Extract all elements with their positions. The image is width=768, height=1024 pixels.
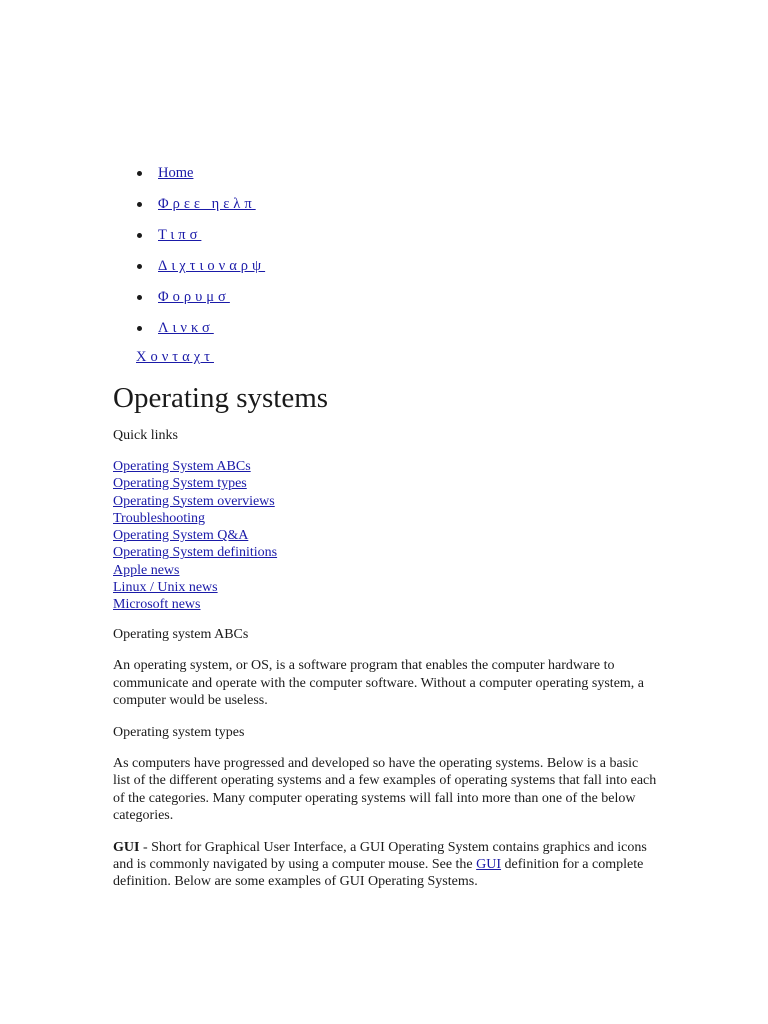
nav-list xyxy=(113,158,265,344)
paragraph-abcs: An operating system, or OS, is a software program that enables the computer hardware to communicate and operate with the computer software. Without a computer operating system, a computer would be useless. xyxy=(113,658,645,709)
quick-links-label: Quick links xyxy=(113,428,178,443)
gui-text-1: - Short for Graphical User Interface, a GUI Operating System contains graphics and icons and is commonly navigated by using a computer mouse. See the xyxy=(113,839,647,873)
nav-link-links[interactable]: Λινκσ xyxy=(158,320,214,336)
quick-link-os-overviews[interactable]: Operating System overviews xyxy=(113,493,275,509)
gui-text-2: definition for a complete definition. Below are some examples of GUI Operating Systems. xyxy=(113,857,644,890)
nav-item-forums xyxy=(113,282,265,313)
quick-link-os-qa[interactable]: Operating System Q&A xyxy=(113,528,249,544)
section-heading-abcs: Operating system ABCs xyxy=(113,627,249,642)
nav-link-home[interactable]: Home xyxy=(158,165,194,181)
gui-definition-link[interactable]: GUI xyxy=(476,857,502,873)
paragraph-gui xyxy=(113,839,658,891)
section-heading-types: Operating system types xyxy=(113,724,245,740)
nav-item-tips xyxy=(113,220,265,251)
article-body xyxy=(113,626,658,905)
quick-links-list xyxy=(113,458,277,614)
nav-item-free-help xyxy=(113,189,265,220)
quick-link-os-types[interactable]: Operating System types xyxy=(113,476,247,492)
quick-link-os-abcs[interactable]: Operating System ABCs xyxy=(113,459,251,474)
nav-item-dictionary xyxy=(113,251,265,282)
quick-link-os-definitions[interactable]: Operating System definitions xyxy=(113,545,278,561)
nav-link-dictionary[interactable]: Διχτιοναρψ xyxy=(158,258,266,274)
quick-link-linux-unix-news[interactable]: Linux / Unix news xyxy=(113,580,218,596)
quick-link-microsoft-news[interactable]: Microsoft news xyxy=(113,597,201,613)
nav-link-tips[interactable]: Τιπσ xyxy=(158,227,202,243)
nav-link-free-help[interactable]: Φρεε ηελπ xyxy=(158,196,256,212)
page-title: Operating systems xyxy=(113,382,329,414)
nav-link-contact[interactable]: Χονταχτ xyxy=(136,349,214,365)
nav-link-forums[interactable]: Φορυμσ xyxy=(158,289,230,305)
gui-term: GUI xyxy=(113,839,140,855)
paragraph-types: As computers have progressed and developed so have the operating systems. Below is a basic list of the different operating systems and a few examples of operating systems that fall into each of the categories. Many computer operating systems will fall into more than one of the below categories. xyxy=(113,756,657,824)
quick-link-troubleshooting[interactable]: Troubleshooting xyxy=(113,510,206,526)
nav-item-home xyxy=(113,158,265,189)
quick-link-apple-news[interactable]: Apple news xyxy=(113,562,180,578)
nav-item-links xyxy=(113,313,265,344)
